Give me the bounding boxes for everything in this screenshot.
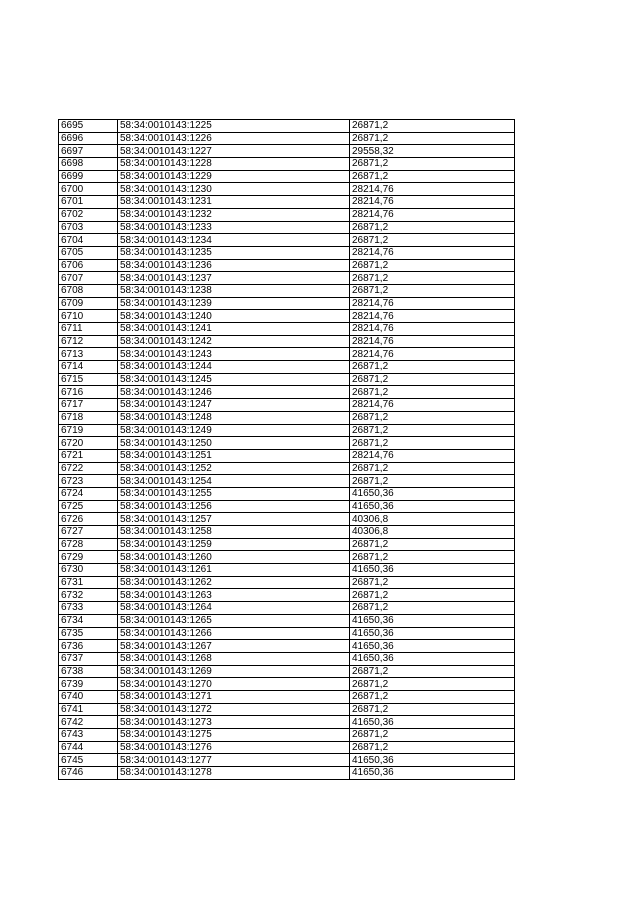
cadastral-number-cell: 58:34:0010143:1266 (118, 627, 350, 640)
row-number-cell: 6737 (59, 652, 118, 665)
table-row (59, 602, 515, 615)
cadastral-number-cell: 58:34:0010143:1227 (118, 145, 350, 158)
row-number-cell: 6698 (59, 158, 118, 171)
row-number-cell: 6721 (59, 449, 118, 462)
cadastral-number-cell: 58:34:0010143:1244 (118, 361, 350, 374)
value-cell: 28214,76 (350, 183, 515, 196)
table-row (59, 120, 515, 133)
value-cell: 26871,2 (350, 221, 515, 234)
value-cell: 26871,2 (350, 576, 515, 589)
value-cell: 26871,2 (350, 424, 515, 437)
row-number-cell: 6746 (59, 767, 118, 780)
table-row (59, 729, 515, 742)
value-cell: 41650,36 (350, 487, 515, 500)
row-number-cell: 6739 (59, 678, 118, 691)
value-cell: 26871,2 (350, 741, 515, 754)
row-number-cell: 6715 (59, 373, 118, 386)
cadastral-number-cell: 58:34:0010143:1259 (118, 538, 350, 551)
table-row (59, 373, 515, 386)
row-number-cell: 6713 (59, 348, 118, 361)
row-number-cell: 6735 (59, 627, 118, 640)
table-row (59, 411, 515, 424)
value-cell: 26871,2 (350, 678, 515, 691)
cadastral-number-cell: 58:34:0010143:1277 (118, 754, 350, 767)
table-row (59, 234, 515, 247)
table-row (59, 183, 515, 196)
cadastral-number-cell: 58:34:0010143:1251 (118, 449, 350, 462)
cadastral-number-cell: 58:34:0010143:1243 (118, 348, 350, 361)
row-number-cell: 6718 (59, 411, 118, 424)
table-row (59, 538, 515, 551)
table-row (59, 690, 515, 703)
table-row (59, 208, 515, 221)
row-number-cell: 6719 (59, 424, 118, 437)
table-row (59, 741, 515, 754)
table-row (59, 665, 515, 678)
value-cell: 26871,2 (350, 551, 515, 564)
table-row (59, 475, 515, 488)
table-row (59, 323, 515, 336)
row-number-cell: 6734 (59, 614, 118, 627)
cadastral-number-cell: 58:34:0010143:1275 (118, 729, 350, 742)
row-number-cell: 6699 (59, 170, 118, 183)
row-number-cell: 6707 (59, 272, 118, 285)
cadastral-number-cell: 58:34:0010143:1246 (118, 386, 350, 399)
table-row (59, 310, 515, 323)
row-number-cell: 6709 (59, 297, 118, 310)
row-number-cell: 6728 (59, 538, 118, 551)
value-cell: 26871,2 (350, 361, 515, 374)
table-row (59, 627, 515, 640)
value-cell: 26871,2 (350, 234, 515, 247)
table-row (59, 462, 515, 475)
row-number-cell: 6704 (59, 234, 118, 247)
table-row (59, 297, 515, 310)
cadastral-number-cell: 58:34:0010143:1263 (118, 589, 350, 602)
row-number-cell: 6708 (59, 284, 118, 297)
row-number-cell: 6733 (59, 602, 118, 615)
cadastral-number-cell: 58:34:0010143:1250 (118, 437, 350, 450)
row-number-cell: 6729 (59, 551, 118, 564)
row-number-cell: 6743 (59, 729, 118, 742)
value-cell: 26871,2 (350, 386, 515, 399)
table-row (59, 361, 515, 374)
value-cell: 26871,2 (350, 602, 515, 615)
value-cell: 28214,76 (350, 297, 515, 310)
row-number-cell: 6703 (59, 221, 118, 234)
value-cell: 26871,2 (350, 132, 515, 145)
table-row (59, 132, 515, 145)
value-cell: 26871,2 (350, 170, 515, 183)
row-number-cell: 6736 (59, 640, 118, 653)
cadastral-number-cell: 58:34:0010143:1268 (118, 652, 350, 665)
cadastral-number-cell: 58:34:0010143:1262 (118, 576, 350, 589)
row-number-cell: 6697 (59, 145, 118, 158)
row-number-cell: 6745 (59, 754, 118, 767)
row-number-cell: 6714 (59, 361, 118, 374)
row-number-cell: 6706 (59, 259, 118, 272)
value-cell: 41650,36 (350, 564, 515, 577)
row-number-cell: 6712 (59, 335, 118, 348)
cadastral-number-cell: 58:34:0010143:1269 (118, 665, 350, 678)
cadastral-number-cell: 58:34:0010143:1270 (118, 678, 350, 691)
table-body (59, 120, 515, 780)
table-row (59, 449, 515, 462)
cadastral-number-cell: 58:34:0010143:1260 (118, 551, 350, 564)
table-row (59, 386, 515, 399)
table-row (59, 284, 515, 297)
row-number-cell: 6717 (59, 399, 118, 412)
cadastral-number-cell: 58:34:0010143:1254 (118, 475, 350, 488)
value-cell: 26871,2 (350, 411, 515, 424)
table-row (59, 589, 515, 602)
cadastral-number-cell: 58:34:0010143:1255 (118, 487, 350, 500)
row-number-cell: 6742 (59, 716, 118, 729)
row-number-cell: 6711 (59, 323, 118, 336)
table-row (59, 703, 515, 716)
value-cell: 26871,2 (350, 259, 515, 272)
table-row (59, 335, 515, 348)
cadastral-number-cell: 58:34:0010143:1229 (118, 170, 350, 183)
table-row (59, 564, 515, 577)
cadastral-number-cell: 58:34:0010143:1226 (118, 132, 350, 145)
value-cell: 26871,2 (350, 729, 515, 742)
row-number-cell: 6710 (59, 310, 118, 323)
cadastral-number-cell: 58:34:0010143:1252 (118, 462, 350, 475)
value-cell: 26871,2 (350, 373, 515, 386)
table-row (59, 767, 515, 780)
row-number-cell: 6738 (59, 665, 118, 678)
value-cell: 26871,2 (350, 462, 515, 475)
table-row (59, 614, 515, 627)
value-cell: 41650,36 (350, 614, 515, 627)
value-cell: 26871,2 (350, 665, 515, 678)
value-cell: 41650,36 (350, 754, 515, 767)
table-row (59, 640, 515, 653)
row-number-cell: 6741 (59, 703, 118, 716)
cadastral-number-cell: 58:34:0010143:1233 (118, 221, 350, 234)
cadastral-number-cell: 58:34:0010143:1276 (118, 741, 350, 754)
cadastral-number-cell: 58:34:0010143:1264 (118, 602, 350, 615)
table-row (59, 551, 515, 564)
value-cell: 26871,2 (350, 284, 515, 297)
value-cell: 41650,36 (350, 767, 515, 780)
table-row (59, 259, 515, 272)
value-cell: 26871,2 (350, 272, 515, 285)
data-table (58, 119, 515, 780)
cadastral-number-cell: 58:34:0010143:1273 (118, 716, 350, 729)
row-number-cell: 6724 (59, 487, 118, 500)
cadastral-number-cell: 58:34:0010143:1238 (118, 284, 350, 297)
row-number-cell: 6695 (59, 120, 118, 133)
value-cell: 41650,36 (350, 652, 515, 665)
cadastral-number-cell: 58:34:0010143:1239 (118, 297, 350, 310)
value-cell: 28214,76 (350, 196, 515, 209)
table-row (59, 716, 515, 729)
row-number-cell: 6744 (59, 741, 118, 754)
cadastral-number-cell: 58:34:0010143:1272 (118, 703, 350, 716)
cadastral-number-cell: 58:34:0010143:1230 (118, 183, 350, 196)
cadastral-number-cell: 58:34:0010143:1245 (118, 373, 350, 386)
row-number-cell: 6725 (59, 500, 118, 513)
table-row (59, 526, 515, 539)
value-cell: 41650,36 (350, 500, 515, 513)
value-cell: 28214,76 (350, 348, 515, 361)
row-number-cell: 6716 (59, 386, 118, 399)
cadastral-number-cell: 58:34:0010143:1248 (118, 411, 350, 424)
value-cell: 26871,2 (350, 690, 515, 703)
cadastral-number-cell: 58:34:0010143:1242 (118, 335, 350, 348)
row-number-cell: 6723 (59, 475, 118, 488)
value-cell: 29558,32 (350, 145, 515, 158)
cadastral-number-cell: 58:34:0010143:1258 (118, 526, 350, 539)
table-row (59, 170, 515, 183)
cadastral-number-cell: 58:34:0010143:1247 (118, 399, 350, 412)
cadastral-number-cell: 58:34:0010143:1231 (118, 196, 350, 209)
cadastral-number-cell: 58:34:0010143:1256 (118, 500, 350, 513)
cadastral-number-cell: 58:34:0010143:1228 (118, 158, 350, 171)
cadastral-number-cell: 58:34:0010143:1225 (118, 120, 350, 133)
cadastral-number-cell: 58:34:0010143:1257 (118, 513, 350, 526)
value-cell: 28214,76 (350, 310, 515, 323)
table-row (59, 576, 515, 589)
value-cell: 41650,36 (350, 640, 515, 653)
cadastral-number-cell: 58:34:0010143:1278 (118, 767, 350, 780)
row-number-cell: 6732 (59, 589, 118, 602)
table-row (59, 754, 515, 767)
value-cell: 28214,76 (350, 449, 515, 462)
cadastral-number-cell: 58:34:0010143:1235 (118, 246, 350, 259)
table-row (59, 196, 515, 209)
cadastral-number-cell: 58:34:0010143:1237 (118, 272, 350, 285)
row-number-cell: 6740 (59, 690, 118, 703)
value-cell: 28214,76 (350, 246, 515, 259)
value-cell: 26871,2 (350, 120, 515, 133)
row-number-cell: 6696 (59, 132, 118, 145)
table-row (59, 487, 515, 500)
row-number-cell: 6727 (59, 526, 118, 539)
value-cell: 28214,76 (350, 323, 515, 336)
value-cell: 28214,76 (350, 335, 515, 348)
value-cell: 28214,76 (350, 208, 515, 221)
cadastral-number-cell: 58:34:0010143:1240 (118, 310, 350, 323)
value-cell: 26871,2 (350, 437, 515, 450)
cadastral-number-cell: 58:34:0010143:1236 (118, 259, 350, 272)
value-cell: 41650,36 (350, 716, 515, 729)
value-cell: 26871,2 (350, 589, 515, 602)
table-row (59, 500, 515, 513)
cadastral-number-cell: 58:34:0010143:1261 (118, 564, 350, 577)
row-number-cell: 6731 (59, 576, 118, 589)
row-number-cell: 6722 (59, 462, 118, 475)
cadastral-number-cell: 58:34:0010143:1241 (118, 323, 350, 336)
table-row (59, 513, 515, 526)
row-number-cell: 6705 (59, 246, 118, 259)
value-cell: 28214,76 (350, 399, 515, 412)
row-number-cell: 6701 (59, 196, 118, 209)
value-cell: 41650,36 (350, 627, 515, 640)
cadastral-number-cell: 58:34:0010143:1234 (118, 234, 350, 247)
cadastral-number-cell: 58:34:0010143:1232 (118, 208, 350, 221)
value-cell: 26871,2 (350, 158, 515, 171)
value-cell: 26871,2 (350, 703, 515, 716)
table-row (59, 348, 515, 361)
cadastral-number-cell: 58:34:0010143:1265 (118, 614, 350, 627)
table-row (59, 246, 515, 259)
table-row (59, 437, 515, 450)
cadastral-number-cell: 58:34:0010143:1249 (118, 424, 350, 437)
table-row (59, 678, 515, 691)
cadastral-number-cell: 58:34:0010143:1267 (118, 640, 350, 653)
table-row (59, 158, 515, 171)
table-row (59, 399, 515, 412)
row-number-cell: 6730 (59, 564, 118, 577)
row-number-cell: 6726 (59, 513, 118, 526)
table-row (59, 652, 515, 665)
cadastral-number-cell: 58:34:0010143:1271 (118, 690, 350, 703)
row-number-cell: 6702 (59, 208, 118, 221)
value-cell: 26871,2 (350, 475, 515, 488)
table-row (59, 145, 515, 158)
row-number-cell: 6700 (59, 183, 118, 196)
row-number-cell: 6720 (59, 437, 118, 450)
table-row (59, 424, 515, 437)
value-cell: 40306,8 (350, 513, 515, 526)
value-cell: 40306,8 (350, 526, 515, 539)
table-row (59, 272, 515, 285)
value-cell: 26871,2 (350, 538, 515, 551)
table-row (59, 221, 515, 234)
